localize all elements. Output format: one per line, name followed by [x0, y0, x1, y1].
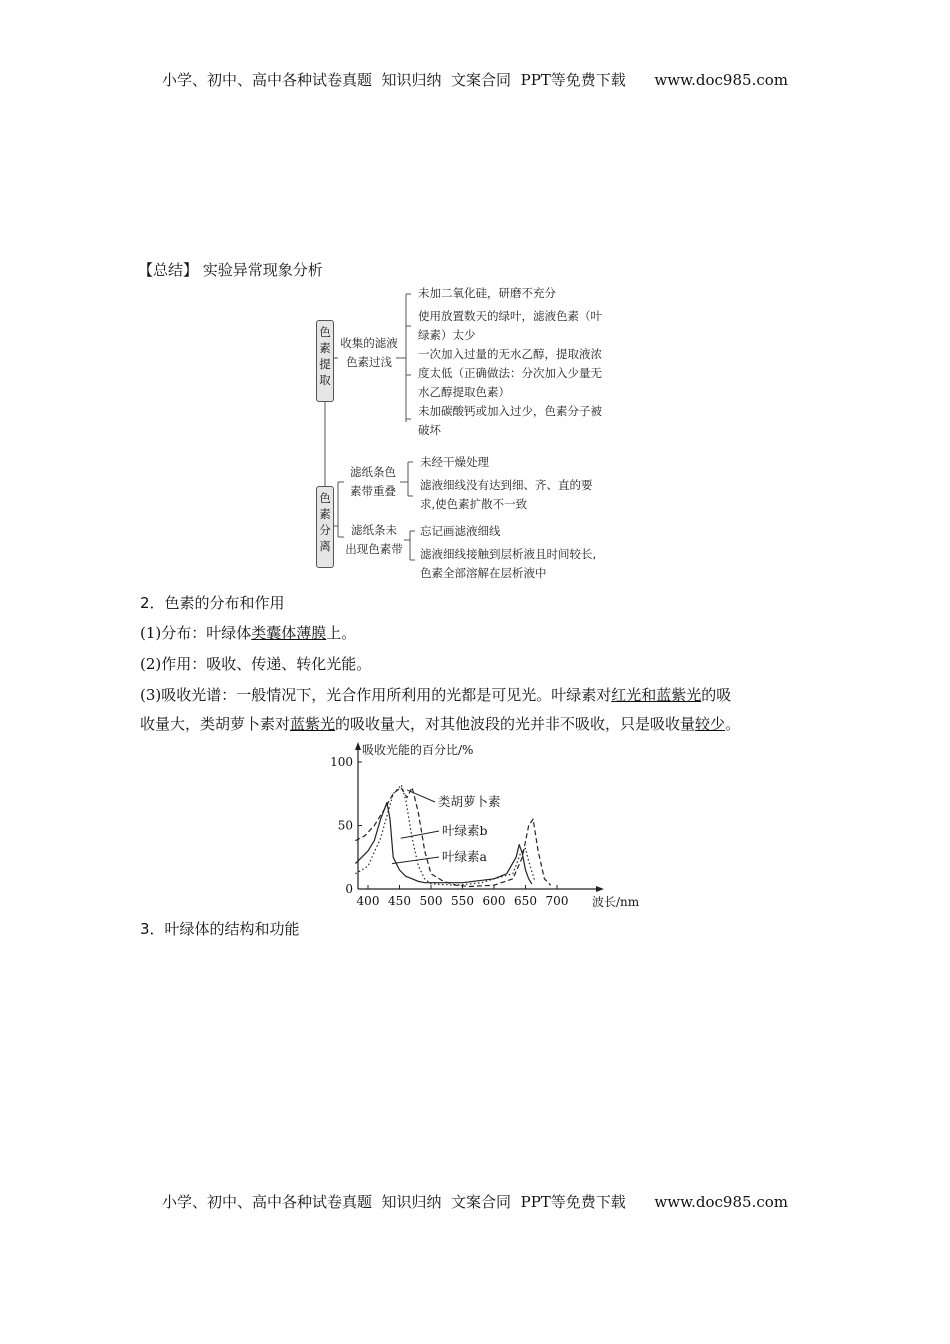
summary-title: 【总结】 实验异常现象分析: [138, 261, 323, 279]
branch-no-bands-line1: 滤纸条未: [351, 523, 397, 537]
p3-suffix: 。: [725, 715, 741, 733]
p3-answer-3: 较少: [695, 715, 726, 733]
branch-light-color-line1: 收集的滤液: [340, 336, 398, 350]
analysis-tree: [308, 282, 648, 582]
series-line: [355, 803, 531, 884]
x-tick-label: 450: [388, 894, 411, 908]
x-tick-label: 400: [356, 894, 380, 908]
no-bands-causes: [420, 522, 648, 583]
y-tick-label: 0: [345, 882, 353, 896]
y-tick-label: 50: [337, 818, 353, 833]
series-leader-line: [392, 857, 439, 864]
y-axis-arrow: [355, 742, 361, 750]
branch-light-color-line2: 色素过浅: [346, 355, 392, 369]
series-label: 叶绿素b: [442, 823, 488, 838]
x-tick-label: 650: [514, 894, 537, 908]
overlap-causes: [420, 453, 648, 514]
branch-no-bands: [338, 521, 410, 559]
y-tick-label: 100: [330, 755, 353, 769]
cause-item: 使用放置数天的绿叶，滤液色素（叶: [418, 309, 602, 323]
section2-title: 2．色素的分布和作用: [140, 594, 285, 612]
branch-no-bands-line2: 出现色素带: [345, 542, 403, 556]
x-tick-label: 500: [419, 894, 443, 908]
p3-prefix: (3)吸收光谱：一般情况下，光合作用所利用的光都是可见光。叶绿素对: [140, 686, 612, 704]
cause-item: 未经干燥处理: [420, 455, 489, 469]
absorption-spectrum-chart: [320, 742, 640, 912]
cause-item: 一次加入过量的无水乙醇，提取液浓: [418, 347, 602, 361]
series-label: 类胡萝卜素: [438, 794, 501, 809]
cause-item: 水乙醇提取色素）: [418, 385, 510, 399]
page-header: 小学、初中、高中各种试卷真题 知识归纳 文案合同 PPT等免费下载 www.doc985.com: [161, 71, 788, 89]
branch-overlap: [342, 463, 404, 501]
group-extraction-box: [316, 320, 334, 402]
x-tick-label: 600: [482, 894, 506, 908]
p3-line2-prefix: 收量大，类胡萝卜素对: [140, 715, 291, 733]
cause-item: 滤液细线接触到层析液且时间较长,: [420, 547, 597, 561]
x-axis-arrow: [596, 886, 604, 892]
cause-item: 忘记画滤液细线: [420, 524, 501, 538]
chart-axes: [355, 742, 604, 892]
group-separation-label: 色素分离: [319, 491, 331, 553]
p3-mid1: 的吸: [701, 686, 732, 704]
cause-item: 未加碳酸钙或加入过少，色素分子被: [418, 404, 602, 418]
section2-p2: (2)作用：吸收、传递、转化光能。: [140, 655, 372, 673]
branch-overlap-line2: 素带重叠: [350, 484, 396, 498]
series-leader-line: [407, 790, 435, 802]
chart-labels: [330, 742, 640, 909]
group-extraction-label: 色素提取: [319, 325, 331, 387]
branch-overlap-line1: 滤纸条色: [350, 465, 396, 479]
cause-item: 绿素）太少: [418, 328, 476, 342]
cause-item: 求,使色素扩散不一致: [420, 497, 528, 511]
section2-p1: [140, 620, 356, 646]
y-axis-label: 吸收光能的百分比/%: [362, 743, 474, 757]
series-label: 叶绿素a: [442, 849, 487, 864]
cause-item: 色素全部溶解在层析液中: [420, 566, 547, 580]
p1-answer: 类囊体薄膜: [251, 624, 327, 642]
cause-item: 破坏: [418, 423, 441, 437]
p1-suffix: 上。: [326, 624, 357, 642]
p3-answer-1: 红光和蓝紫光: [611, 686, 702, 704]
cause-item: 滤液细线没有达到细、齐、直的要: [420, 478, 593, 492]
page-footer: 小学、初中、高中各种试卷真题 知识归纳 文案合同 PPT等免费下载 www.doc985.com: [161, 1193, 788, 1211]
p1-prefix: (1)分布：叶绿体: [140, 624, 252, 642]
x-axis-label: 波长/nm: [592, 895, 640, 909]
x-tick-label: 700: [545, 894, 569, 908]
section2-p3: [140, 682, 820, 737]
group-separation-box: [316, 486, 334, 568]
x-tick-label: 550: [451, 894, 474, 908]
extraction-causes: [418, 284, 648, 440]
branch-light-color: [338, 334, 400, 372]
cause-item: 度太低（正确做法：分次加入少量无: [418, 366, 602, 380]
cause-item: 未加二氧化硅，研磨不充分: [418, 286, 556, 300]
series-leader-line: [401, 831, 439, 838]
p3-mid2: 的吸收量大，对其他波段的光并非不吸收，只是吸收量: [335, 715, 696, 733]
section3-title: 3．叶绿体的结构和功能: [140, 920, 300, 938]
p3-answer-2: 蓝紫光: [290, 715, 336, 733]
